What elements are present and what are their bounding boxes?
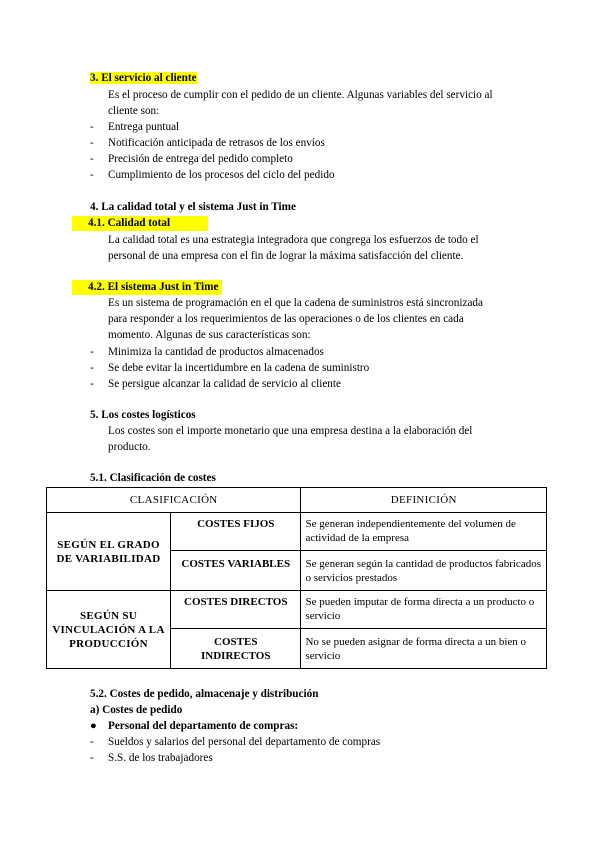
section-4-2-para-line-3: momento. Algunas de sus características son: [108, 329, 311, 341]
cost-type: COSTES INDIRECTOS [171, 629, 301, 669]
list-item: Cumplimiento de los procesos del ciclo del pedido [108, 169, 335, 181]
section-4-heading: 4. La calidad total y el sistema Just in Time [90, 201, 296, 213]
table-row [47, 591, 547, 629]
bullet-dot: ● [90, 720, 97, 732]
table-row [47, 513, 547, 551]
list-item: Se persigue alcanzar la calidad de servicio al cliente [108, 378, 341, 390]
cost-definition: Se generan según la cantidad de productos fabricados o servicios prestados [301, 551, 547, 591]
list-item: Sueldos y salarios del personal del departamento de compras [108, 736, 381, 748]
section-3-heading: 3. El servicio al cliente [90, 72, 197, 84]
section-4-2-para-line-1: Es un sistema de programación en el que la cadena de suministros está sincronizada [108, 297, 483, 309]
list-item: S.S. de los trabajadores [108, 752, 213, 764]
list-item: Precisión de entrega del pedido completo [108, 153, 293, 165]
section-5-para-line-1: Los costes son el importe monetario que una empresa destina a la elaboración del [108, 425, 473, 437]
section-4-2-para-line-2: para responder a los requerimientos de las operaciones o de los clientes en cada [108, 313, 464, 325]
cost-type: COSTES DIRECTOS [171, 591, 301, 629]
list-item: Entrega puntual [108, 121, 180, 133]
section-5-heading: 5. Los costes logísticos [90, 409, 196, 421]
table-header-row [47, 488, 547, 513]
cost-type: COSTES FIJOS [171, 513, 301, 551]
cost-definition: Se pueden imputar de forma directa a un producto o servicio [301, 591, 547, 629]
section-5-2-bullet: Personal del departamento de compras: [108, 720, 299, 732]
header-definicion: DEFINICIÓN [301, 488, 547, 513]
list-item: Notificación anticipada de retrasos de los envíos [108, 137, 325, 149]
section-4-1-para-line-2: personal de una empresa con el fin de lograr la máxima satisfacción del cliente. [108, 250, 464, 262]
group-vinculacion: SEGÚN SU VINCULACIÓN A LA PRODUCCIÓN [47, 591, 171, 669]
cost-definition: Se generan independientemente del volumen de actividad de la empresa [301, 513, 547, 551]
group-variabilidad: SEGÚN EL GRADO DE VARIABILIDAD [47, 513, 171, 591]
section-4-1-para-line-1: La calidad total es una estrategia integradora que congrega los esfuerzos de todo el [108, 234, 479, 246]
section-4-1-heading: 4.1. Calidad total [72, 216, 208, 231]
section-5-2-a-heading: a) Costes de pedido [90, 704, 183, 716]
list-item: Minimiza la cantidad de productos almacenados [108, 346, 324, 358]
header-clasificacion: CLASIFICACIÓN [47, 488, 301, 513]
section-5-para-line-2: producto. [108, 441, 151, 453]
section-5-2-heading: 5.2. Costes de pedido, almacenaje y distribución [90, 688, 319, 700]
section-3-para-line-1: Es el proceso de cumplir con el pedido de un cliente. Algunas variables del servicio al [108, 89, 493, 101]
list-item: Se debe evitar la incertidumbre en la cadena de suministro [108, 362, 370, 374]
cost-classification-table [46, 487, 547, 669]
section-3-para-line-2: cliente son: [108, 105, 160, 117]
cost-type: COSTES VARIABLES [171, 551, 301, 591]
section-4-2-heading: 4.2. El sistema Just in Time [72, 280, 222, 295]
cost-definition: No se pueden asignar de forma directa a un bien o servicio [301, 629, 547, 669]
section-5-1-heading: 5.1. Clasificación de costes [90, 472, 216, 484]
